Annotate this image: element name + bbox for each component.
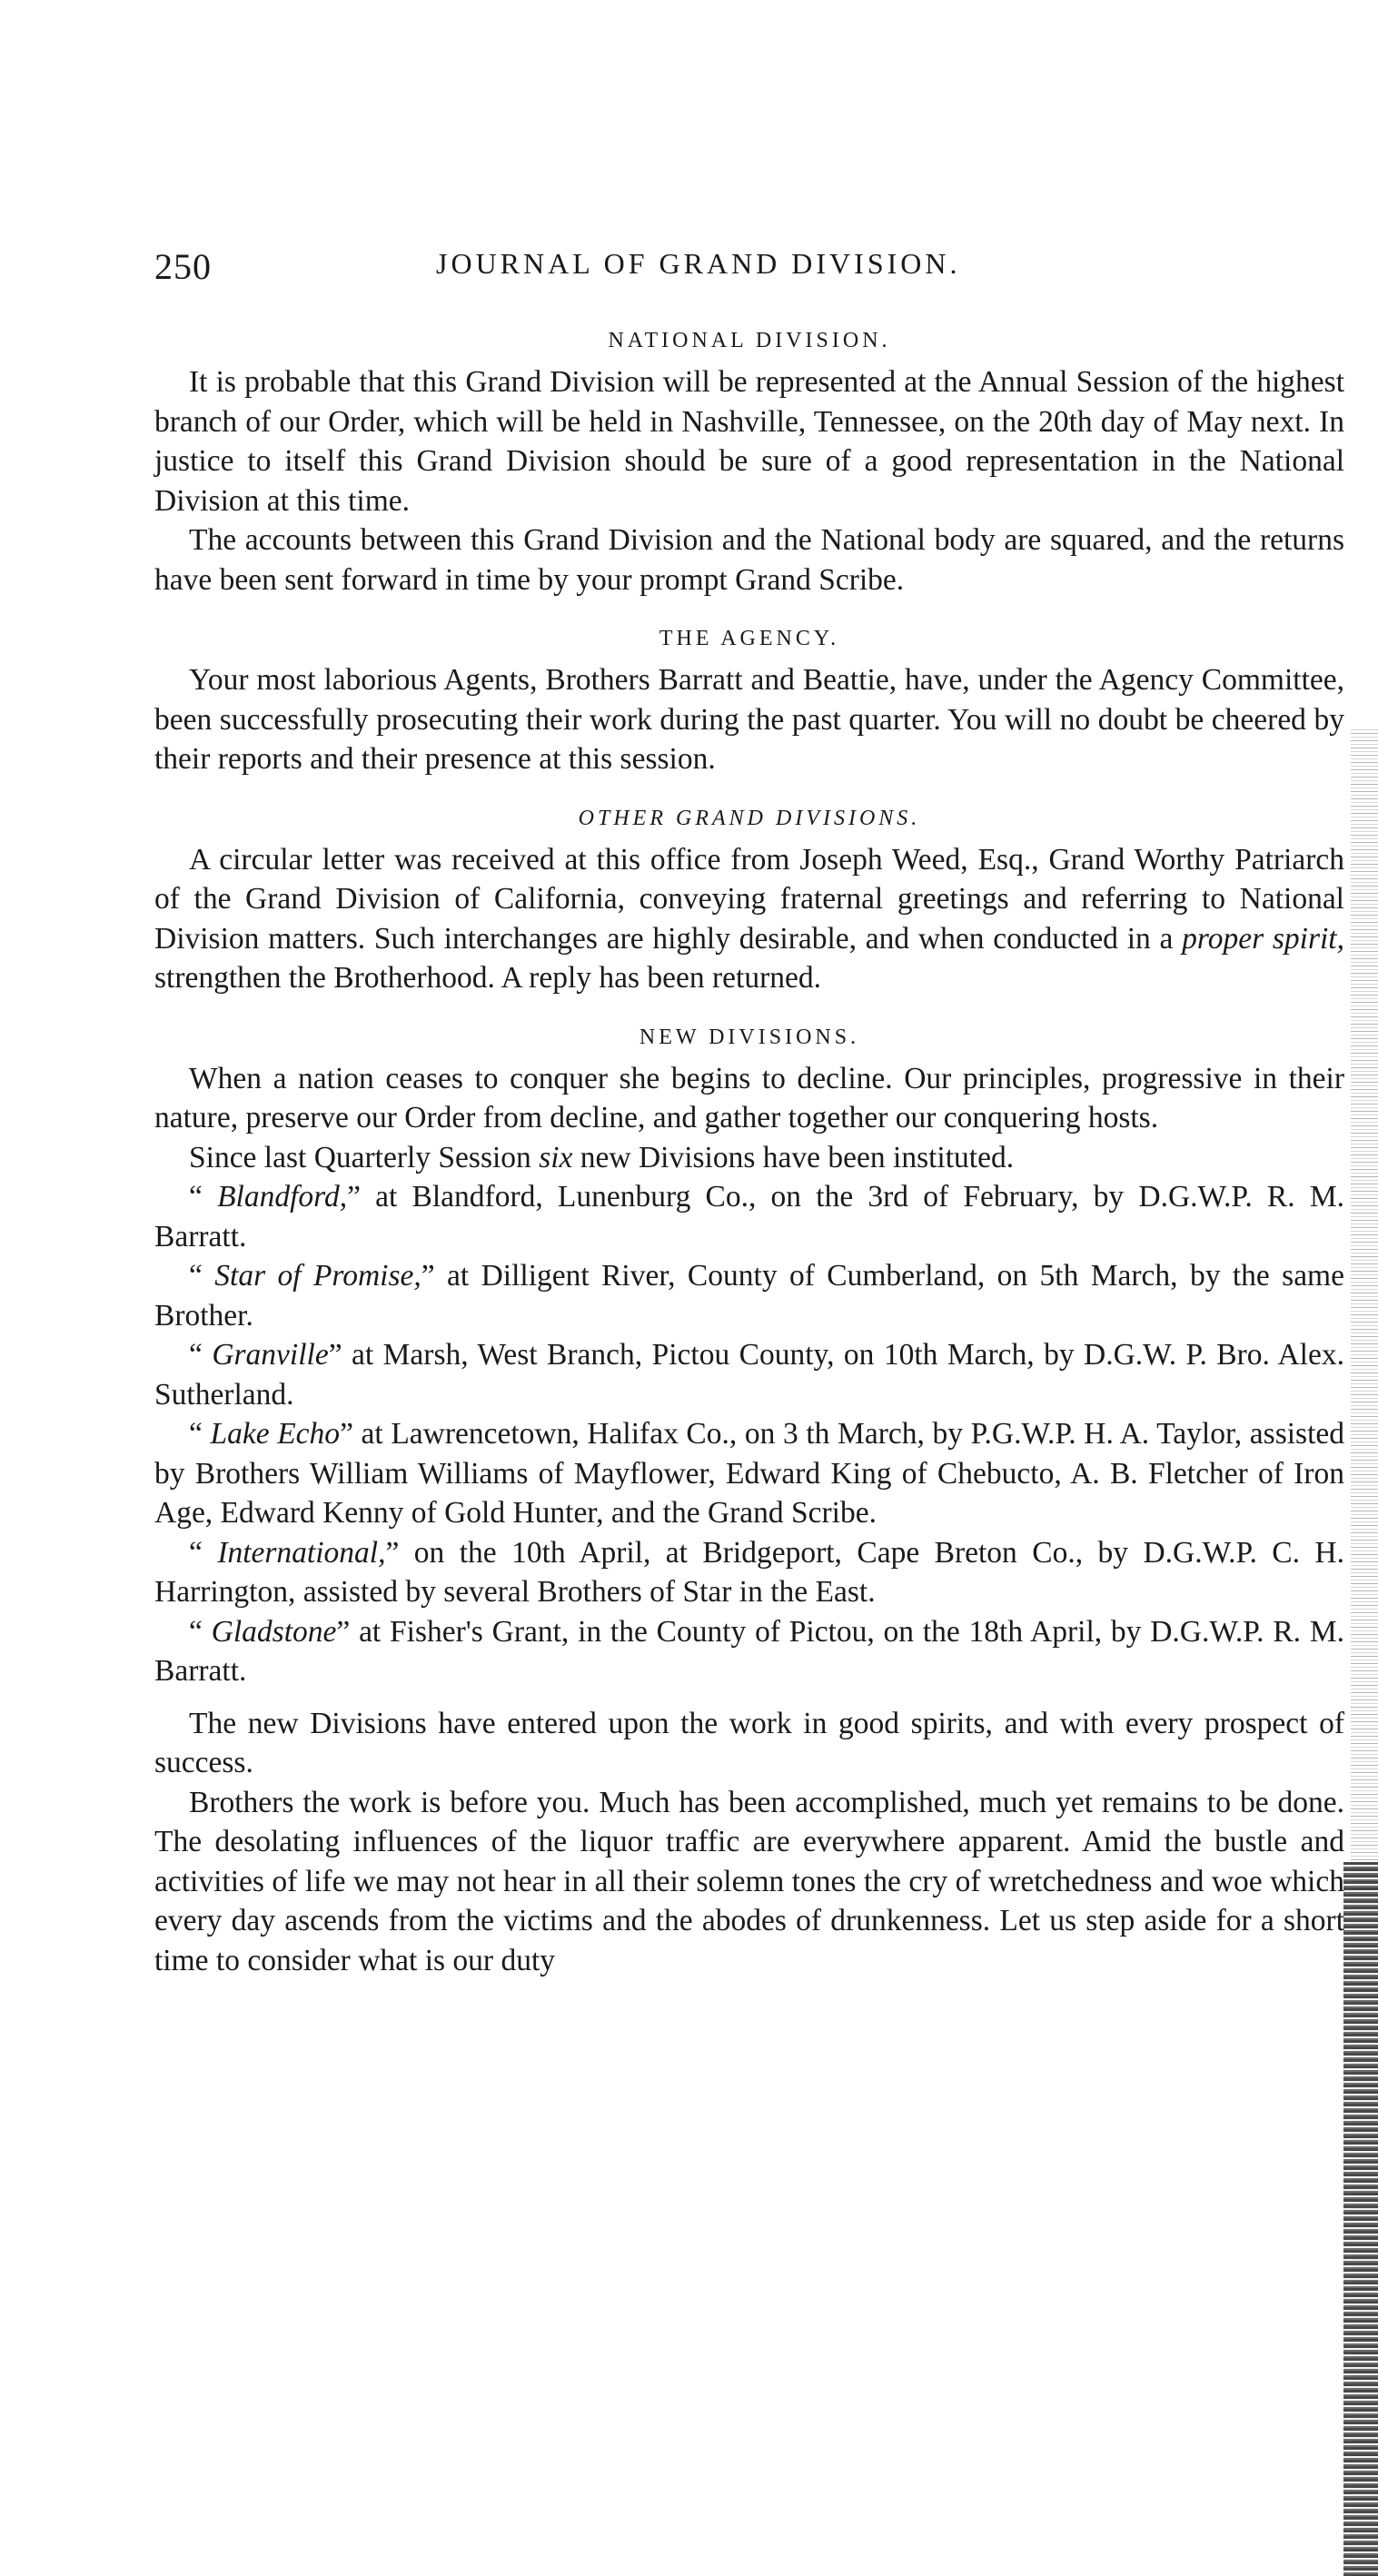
entry-quote-close: ”	[328, 1338, 352, 1372]
paragraph-new-2	[154, 1138, 1344, 1178]
division-entry	[154, 1335, 1344, 1414]
paragraph-agency-1: Your most laborious Agents, Brothers Barratt and Beattie, have, under the Agency Committee, been successfully prosecuting their work during the past quarter. You will no doubt be cheered by their reports and their presence at this session.	[154, 663, 1344, 776]
division-name: Star of Promise,	[214, 1259, 421, 1293]
entry-quote-open: “	[189, 1180, 218, 1214]
entry-quote-close: ”	[347, 1180, 376, 1214]
paragraph-new-2-text-a: Since last Quarterly Session	[189, 1140, 540, 1174]
entry-quote-open: “	[189, 1614, 212, 1649]
division-name: Granville	[212, 1338, 329, 1372]
paragraph-gap	[154, 1691, 1344, 1704]
entry-quote-close: ”	[385, 1535, 414, 1570]
entry-quote-open: “	[189, 1259, 215, 1293]
paragraph-new-2-text-b: new Divisions have been instituted.	[572, 1140, 1015, 1174]
paragraph-national-1: It is probable that this Grand Division will be represented at the Annual Session of the highest branch of our Order, which will be held in Nashville, Tennessee, on the 20th day of May next. In justice to itself this Grand Division should be sure of a good representation in the National Division at this time.	[154, 365, 1344, 518]
division-details: at Lawrencetown, Halifax Co., on 3 th March, by P.G.W.P. H. A. Taylor, assisted by Brothers William Williams of Mayflower, Edward King of Chebucto, A. B. Fletcher of Iron Age, Edward Kenny of Gold Hunter, and the Grand Scribe.	[154, 1417, 1344, 1530]
division-entry	[154, 1256, 1344, 1335]
entry-quote-open: “	[189, 1417, 211, 1451]
journal-title: JOURNAL OF GRAND DIVISION.	[436, 247, 961, 280]
paragraph-national-2: The accounts between this Grand Division and the National body are squared, and the returns have been sent forward in time by your prompt Grand Scribe.	[154, 523, 1344, 597]
division-details: on the 10th April, at Bridgeport, Cape Breton Co., by D.G.W.P. C. H. Harrington, assisted by several Brothers of Star in the East.	[154, 1535, 1344, 1609]
paragraph-new-2-emphasis: six	[539, 1140, 573, 1174]
division-name: Blandford,	[217, 1180, 348, 1214]
division-entry	[154, 1177, 1344, 1256]
division-details: at Marsh, West Branch, Pictou County, on 10th March, by D.G.W. P. Bro. Alex. Sutherland.	[154, 1338, 1344, 1412]
entry-quote-close: ”	[336, 1614, 360, 1649]
paragraph-other-1	[154, 840, 1344, 998]
paragraph-other-emphasis: proper spirit,	[1182, 921, 1344, 956]
scan-edge-binding	[1343, 1862, 1378, 2576]
heading-new-divisions: NEW DIVISIONS.	[639, 1025, 860, 1049]
paragraph-other-text-a: A circular letter was received at this office from Joseph Weed, Esq., Grand Worthy Patriarch of the Grand Division of California, conveying fraternal greetings and referring to National Division matters. Such interchanges are highly desirable, and when conducted in a	[154, 842, 1344, 956]
division-entry	[154, 1414, 1344, 1533]
division-details: at Dilligent River, County of Cumberland, on 5th March, by the same Brother.	[154, 1259, 1344, 1333]
division-details: at Blandford, Lunenburg Co., on the 3rd of February, by D.G.W.P. R. M. Barratt.	[154, 1180, 1344, 1253]
division-entry	[154, 1533, 1344, 1612]
entry-quote-open: “	[189, 1535, 218, 1570]
division-name: International,	[217, 1535, 386, 1570]
division-details: at Fisher's Grant, in the County of Pictou, on the 18th April, by D.G.W.P. R. M. Barratt.	[154, 1614, 1345, 1688]
entry-quote-close: ”	[340, 1417, 362, 1451]
paragraph-new-3: The new Divisions have entered upon the work in good spirits, and with every prospect of success.	[154, 1706, 1344, 1779]
page-number: 250	[154, 246, 212, 287]
paragraph-new-4: Brothers the work is before you. Much has been accomplished, much yet remains to be done. The desolating influences of the liquor traffic are everywhere apparent. Amid the bustle and activities of life we may not hear in all their solemn tones the cry of wretchedness and woe which every day ascends from the victims and the abodes of drunkenness. Let us step aside for a short time to consider what is our duty	[154, 1785, 1344, 1977]
entry-quote-open: “	[189, 1338, 213, 1372]
journal-page	[154, 245, 1344, 1980]
division-entry	[154, 1612, 1344, 1691]
division-name: Gladstone	[211, 1614, 337, 1649]
heading-the-agency: THE AGENCY.	[659, 627, 840, 650]
entry-quote-close: ”	[421, 1259, 448, 1293]
paragraph-other-text-b: strengthen the Brotherhood. A reply has been returned.	[154, 961, 822, 995]
division-name: Lake Echo	[210, 1417, 341, 1451]
running-head	[154, 245, 1344, 300]
paragraph-new-1: When a nation ceases to conquer she begins to decline. Our principles, progressive in their nature, preserve our Order from decline, and gather together our conquering hosts.	[154, 1061, 1344, 1134]
heading-national-division: NATIONAL DIVISION.	[608, 329, 891, 352]
heading-other-grand-divisions: OTHER GRAND DIVISIONS.	[578, 806, 921, 830]
